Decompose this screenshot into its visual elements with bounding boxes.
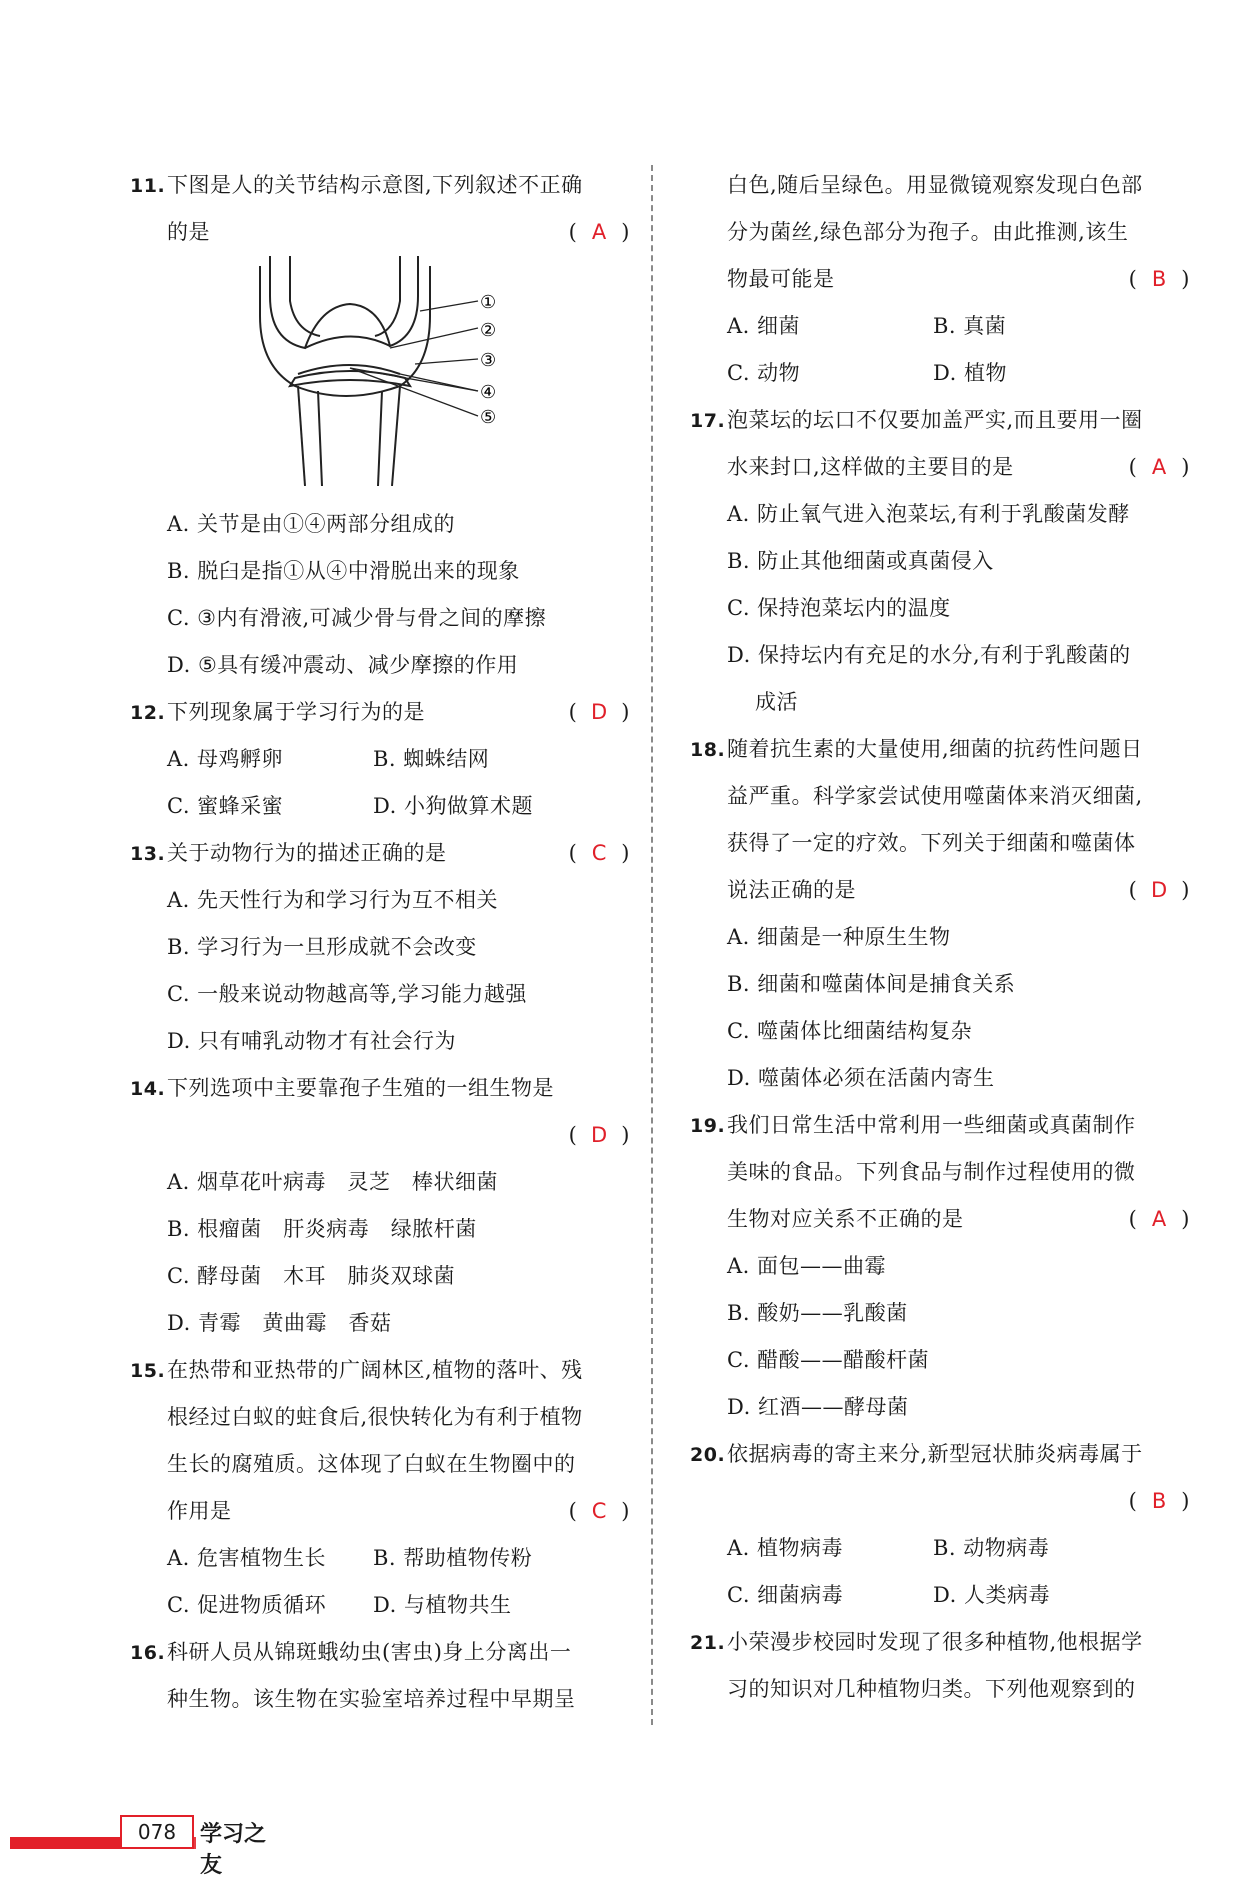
question-stem: 习的知识对几种植物归类。下列他观察到的 [727,1677,1136,1701]
question-12 [130,689,630,830]
question-17 [690,397,1190,726]
question-18 [690,726,1190,1102]
column-divider [651,165,653,1725]
answer-bracket: ( A ) [1129,1196,1190,1243]
answer-bracket: ( A ) [1129,444,1190,491]
option: A. 细菌 [727,314,801,338]
question-20 [690,1431,1190,1619]
question-stem: 说法正确的是 [727,878,856,902]
question-stem: 美味的食品。下列食品与制作过程使用的微 [727,1160,1136,1184]
option: B. 帮助植物传粉 [373,1546,533,1570]
question-number: 14. [130,1078,166,1100]
question-16-part1 [130,1629,630,1723]
option: C. 蜜蜂采蜜 [167,794,284,818]
question-stem: 分为菌丝,绿色部分为孢子。由此推测,该生 [727,220,1129,244]
question-21 [690,1619,1190,1713]
question-stem: 小荣漫步校园时发现了很多种植物,他根据学 [727,1630,1143,1654]
question-stem: 物最可能是 [727,267,835,291]
answer-bracket: ( D ) [569,689,630,736]
option: D. 噬菌体必须在活菌内寄生 [727,1066,995,1090]
option: A. 防止氧气进入泡菜坛,有利于乳酸菌发酵 [727,502,1130,526]
question-15 [130,1347,630,1629]
option: D. 人类病毒 [933,1583,1050,1607]
answer-letter: D [1150,878,1168,902]
option: B. 酸奶——乳酸菌 [727,1301,908,1325]
question-stem: 根经过白蚁的蛀食后,很快转化为有利于植物 [167,1405,583,1429]
page-footer [10,1815,280,1878]
answer-bracket: ( A ) [569,209,630,256]
option: D. 小狗做算术题 [373,794,533,818]
option: D. 植物 [933,361,1007,385]
question-number: 11. [130,175,166,197]
option: C. 醋酸——醋酸杆菌 [727,1348,930,1372]
answer-bracket: ( D ) [569,1112,630,1159]
answer-letter: A [591,220,607,244]
lower-bone-inner-left [318,391,322,486]
cartilage-upper [305,336,390,348]
question-stem: 下列选项中主要靠孢子生殖的一组生物是 [167,1076,554,1100]
label-4: ④ [480,382,497,403]
answer-letter: B [1151,267,1167,291]
question-stem: 生长的腐殖质。这体现了白蚁在生物圈中的 [167,1452,576,1476]
question-number: 21. [690,1632,726,1654]
option: D. 与植物共生 [373,1593,512,1617]
question-stem: 泡菜坛的坛口不仅要加盖严实,而且要用一圈 [727,408,1143,432]
option: A. 烟草花叶病毒 灵芝 棒状细菌 [167,1170,499,1194]
question-11 [130,162,630,689]
lower-bone-inner-right [378,391,382,486]
question-13 [130,830,630,1065]
brand-name: 学习之友 [196,1817,280,1879]
option: B. 蜘蛛结网 [373,747,490,771]
left-column [130,162,630,1723]
option: D. 保持坛内有充足的水分,有利于乳酸菌的 [727,643,1131,667]
question-16-part2 [690,162,1190,397]
question-stem: 下图是人的关节结构示意图,下列叙述不正确 [167,173,583,197]
option: C. 细菌病毒 [727,1583,844,1607]
option: D. ⑤具有缓冲震动、减少摩擦的作用 [167,653,519,677]
option: D. 红酒——酵母菌 [727,1395,909,1419]
question-stem: 获得了一定的疗效。下列关于细菌和噬菌体 [727,831,1136,855]
option: C. 促进物质循环 [167,1593,327,1617]
question-19 [690,1102,1190,1431]
option: D. 青霉 黄曲霉 香菇 [167,1311,392,1335]
question-number: 17. [690,410,726,432]
option: B. 学习行为一旦形成就不会改变 [167,935,477,959]
option: B. 真菌 [933,314,1007,338]
question-stem: 的是 [167,220,210,244]
option: B. 脱臼是指①从④中滑脱出来的现象 [167,559,520,583]
answer-letter: C [591,1499,607,1523]
question-stem: 关于动物行为的描述正确的是 [167,841,447,865]
question-number: 18. [690,739,726,761]
question-14 [130,1065,630,1347]
option: A. 危害植物生长 [167,1546,327,1570]
question-stem: 科研人员从锦斑蛾幼虫(害虫)身上分离出一 [167,1640,572,1664]
option: B. 根瘤菌 肝炎病毒 绿脓杆菌 [167,1217,477,1241]
question-number: 15. [130,1360,166,1382]
label-3: ③ [480,350,497,371]
option: C. 动物 [727,361,801,385]
question-stem: 作用是 [167,1499,232,1523]
option-continuation: 成活 [755,690,798,714]
option: A. 面包——曲霉 [727,1254,887,1278]
label-2: ② [480,320,497,341]
answer-bracket: ( C ) [569,1488,630,1535]
upper-bone-inner [290,256,320,336]
question-stem: 在热带和亚热带的广阔林区,植物的落叶、残 [167,1358,583,1382]
label-5: ⑤ [480,407,497,428]
label-1: ① [480,292,497,313]
lower-bone-right [392,386,400,486]
option: A. 植物病毒 [727,1536,844,1560]
option: B. 动物病毒 [933,1536,1050,1560]
upper-bone-inner-right [375,256,400,336]
option: B. 细菌和噬菌体间是捕食关系 [727,972,1016,996]
option: C. 一般来说动物越高等,学习能力越强 [167,982,527,1006]
option: C. 噬菌体比细菌结构复杂 [727,1019,973,1043]
question-number: 20. [690,1444,726,1466]
answer-letter: B [1151,1489,1167,1513]
option: B. 防止其他细菌或真菌侵入 [727,549,994,573]
question-stem: 下列现象属于学习行为的是 [167,700,425,724]
answer-letter: C [591,841,607,865]
option: A. 母鸡孵卵 [167,747,284,771]
question-stem: 依据病毒的寄主来分,新型冠状肺炎病毒属于 [727,1442,1143,1466]
option: C. ③内有滑液,可减少骨与骨之间的摩擦 [167,606,547,630]
answer-letter: A [1151,1207,1167,1231]
answer-letter: A [1151,455,1167,479]
answer-bracket: ( D ) [1129,867,1190,914]
question-stem: 生物对应关系不正确的是 [727,1207,964,1231]
question-stem: 种生物。该生物在实验室培养过程中早期呈 [167,1687,576,1711]
option: A. 先天性行为和学习行为互不相关 [167,888,499,912]
answer-letter: D [590,700,608,724]
upper-bone-outline [270,256,418,348]
option: C. 酵母菌 木耳 肺炎双球菌 [167,1264,456,1288]
question-number: 12. [130,702,166,724]
joint-capsule [260,266,430,396]
answer-bracket: ( B ) [1129,1478,1190,1525]
question-stem: 白色,随后呈绿色。用显微镜观察发现白色部 [727,173,1143,197]
question-stem: 随着抗生素的大量使用,细菌的抗药性问题日 [727,737,1143,761]
joint-diagram [130,256,630,501]
answer-letter: D [590,1123,608,1147]
option: A. 细菌是一种原生生物 [727,925,951,949]
page-number: 078 [120,1815,194,1849]
question-stem: 益严重。科学家尝试使用噬菌体来消灭细菌, [727,784,1143,808]
question-number: 16. [130,1642,166,1664]
option: D. 只有哺乳动物才有社会行为 [167,1029,456,1053]
question-number: 13. [130,843,166,865]
answer-bracket: ( B ) [1129,256,1190,303]
joint-structure-figure [250,256,500,486]
cartilage-lower [298,365,400,374]
question-number: 19. [690,1115,726,1137]
right-column [690,162,1190,1713]
option: A. 关节是由①④两部分组成的 [167,512,456,536]
lower-bone-left [298,386,305,486]
question-stem: 我们日常生活中常利用一些细菌或真菌制作 [727,1113,1136,1137]
question-stem: 水来封口,这样做的主要目的是 [727,455,1014,479]
answer-bracket: ( C ) [569,830,630,877]
option: C. 保持泡菜坛内的温度 [727,596,951,620]
